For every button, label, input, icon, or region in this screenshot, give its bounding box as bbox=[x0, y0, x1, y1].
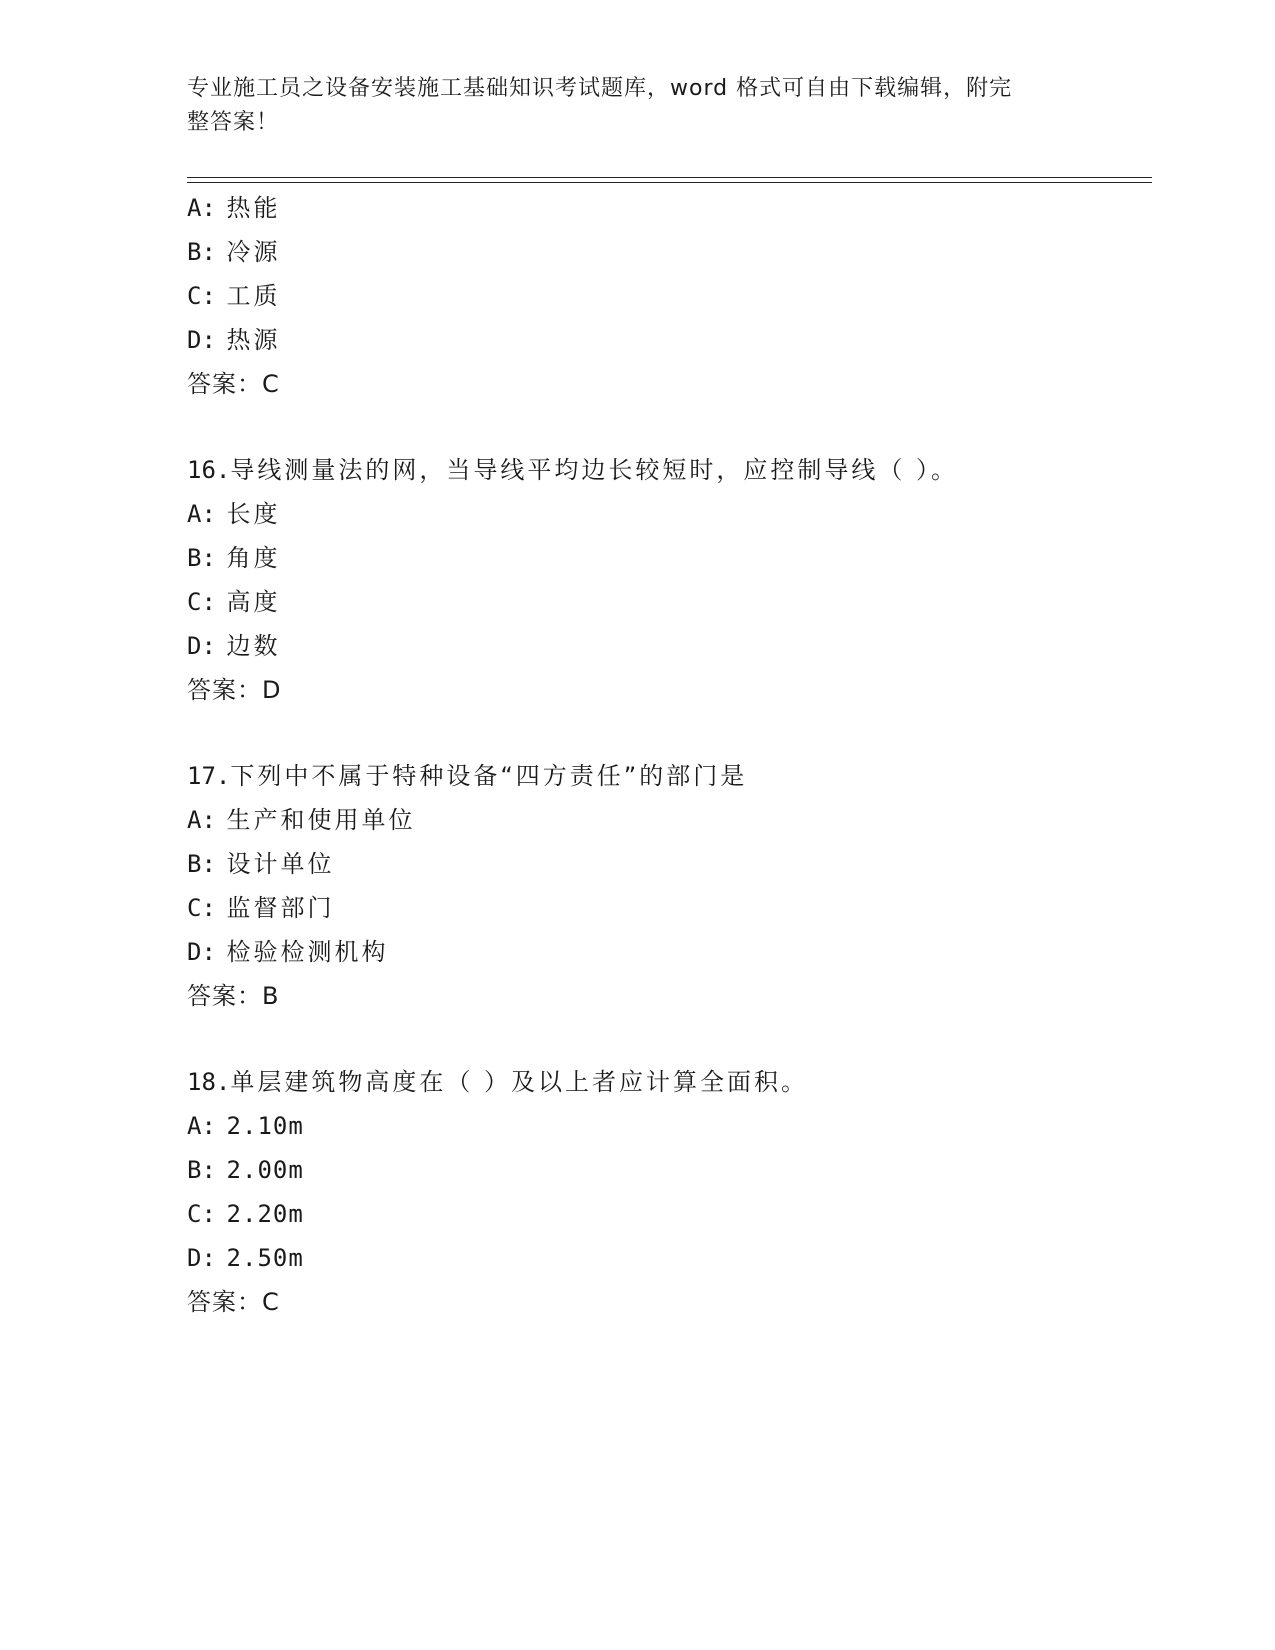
q18-option-d bbox=[187, 1243, 304, 1273]
option-label: A: bbox=[187, 806, 216, 834]
q16-option-d bbox=[187, 631, 281, 661]
option-text: 2.10m bbox=[226, 1112, 304, 1140]
option-text: 热源 bbox=[226, 326, 281, 354]
option-label: A: bbox=[187, 500, 216, 528]
option-text: 冷源 bbox=[226, 238, 281, 266]
option-label: B: bbox=[187, 1156, 216, 1184]
option-text: 边数 bbox=[226, 632, 281, 660]
q17-option-c bbox=[187, 893, 335, 923]
q17-option-b bbox=[187, 849, 335, 879]
q16-option-b bbox=[187, 543, 281, 573]
option-label: C: bbox=[187, 894, 216, 922]
q18-option-b bbox=[187, 1155, 304, 1185]
q17-question bbox=[187, 761, 747, 791]
q17-answer: 答案：B bbox=[187, 982, 280, 1010]
q15-option-d bbox=[187, 325, 281, 355]
question-text: 单层建筑物高度在（ ）及以上者应计算全面积。 bbox=[230, 1068, 808, 1096]
option-text: 热能 bbox=[226, 194, 281, 222]
option-label: B: bbox=[187, 850, 216, 878]
header-divider-bottom bbox=[187, 182, 1152, 183]
option-label: D: bbox=[187, 326, 216, 354]
option-text: 角度 bbox=[226, 544, 281, 572]
option-label: D: bbox=[187, 632, 216, 660]
option-label: A: bbox=[187, 194, 216, 222]
option-text: 工质 bbox=[226, 282, 281, 310]
option-label: D: bbox=[187, 938, 216, 966]
option-text: 2.00m bbox=[226, 1156, 304, 1184]
q16-answer: 答案：D bbox=[187, 676, 282, 704]
question-number: 16. bbox=[187, 456, 231, 484]
q18-option-a bbox=[187, 1111, 304, 1141]
question-text: 下列中不属于特种设备“四方责任”的部门是 bbox=[230, 762, 748, 790]
option-text: 高度 bbox=[226, 588, 281, 616]
header-divider-top bbox=[187, 177, 1152, 178]
option-text: 监督部门 bbox=[226, 894, 335, 922]
option-label: B: bbox=[187, 544, 216, 572]
question-text: 导线测量法的网，当导线平均边长较短时，应控制导线（ ）。 bbox=[230, 456, 958, 484]
header-intro-text: 专业施工员之设备安装施工基础知识考试题库，word 格式可自由下载编辑，附完 bbox=[187, 76, 1013, 101]
q18-option-c bbox=[187, 1199, 304, 1229]
q15-option-a bbox=[187, 193, 281, 223]
document-header bbox=[187, 72, 1067, 140]
q15-option-c bbox=[187, 281, 281, 311]
option-text: 2.50m bbox=[226, 1244, 304, 1272]
option-text: 2.20m bbox=[226, 1200, 304, 1228]
option-text: 生产和使用单位 bbox=[226, 806, 416, 834]
q15-answer: 答案：C bbox=[187, 370, 280, 398]
q16-question bbox=[187, 455, 958, 485]
question-number: 18. bbox=[187, 1068, 231, 1096]
q18-question bbox=[187, 1067, 808, 1097]
option-text: 检验检测机构 bbox=[226, 938, 389, 966]
question-number: 17. bbox=[187, 762, 231, 790]
option-label: D: bbox=[187, 1244, 216, 1272]
q18-answer: 答案：C bbox=[187, 1288, 280, 1316]
q17-option-a bbox=[187, 805, 416, 835]
option-label: C: bbox=[187, 1200, 216, 1228]
q17-option-d bbox=[187, 937, 389, 967]
q16-option-a bbox=[187, 499, 281, 529]
q15-option-b bbox=[187, 237, 281, 267]
option-label: C: bbox=[187, 282, 216, 310]
option-text: 设计单位 bbox=[226, 850, 335, 878]
option-label: A: bbox=[187, 1112, 216, 1140]
header-intro-continued: 整答案！ bbox=[187, 110, 280, 135]
q16-option-c bbox=[187, 587, 281, 617]
option-text: 长度 bbox=[226, 500, 281, 528]
option-label: C: bbox=[187, 588, 216, 616]
option-label: B: bbox=[187, 238, 216, 266]
